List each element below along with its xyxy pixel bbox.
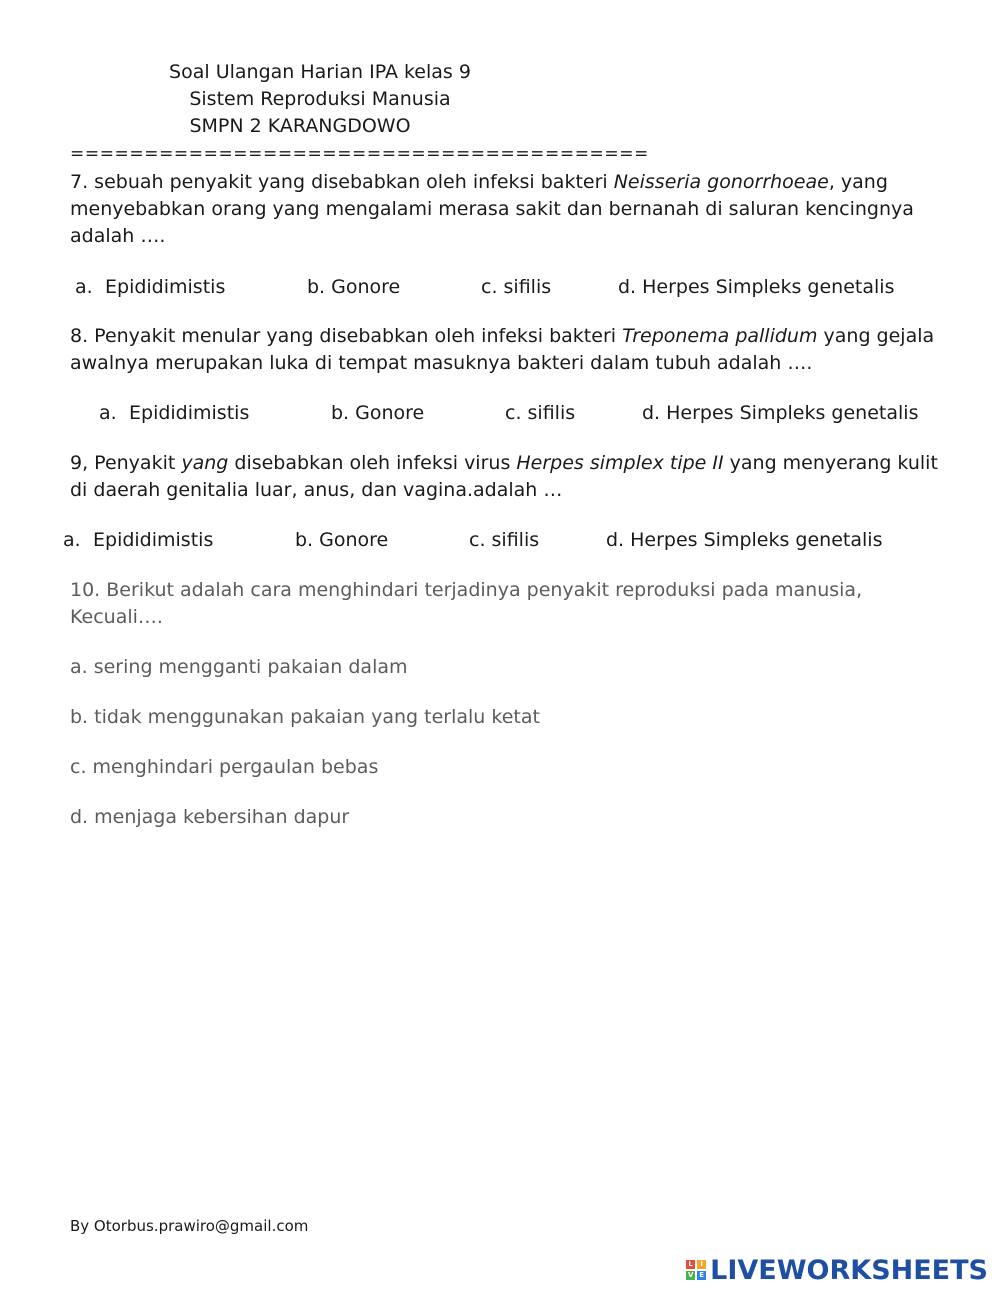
question-9-text: 9, Penyakit [70,452,182,474]
option-b[interactable]: b. Gonore [307,276,401,298]
question-7-italic: Neisseria gonorrhoeae [613,171,829,193]
question-9-italic-b: Herpes simplex tipe II [516,452,724,474]
logo-text: LIVEWORKSHEETS [710,1254,988,1286]
question-8-text: 8. Penyakit menular yang disebabkan oleh infeksi bakteri [70,325,623,347]
option-a[interactable]: Epididimistis [105,276,226,298]
question-10: 10. Berikut adalah cara menghindari terjadinya penyakit reproduksi pada manusia, Kecuali…. [70,579,863,628]
question-10-option-d[interactable]: d. menjaga kebersihan dapur [70,806,350,828]
logo-tile: V [687,1271,694,1279]
option-a-letter: a. [63,529,81,551]
option-c[interactable]: c. sifilis [469,529,540,551]
option-a[interactable]: Epididimistis [129,402,250,424]
author-credit: By Otorbus.prawiro@gmail.com [70,1217,309,1235]
question-8-italic: Treponema pallidum [622,325,818,347]
header-subtitle: Sistem Reproduksi Manusia [189,88,451,110]
question-9-text-mid: disebabkan oleh infeksi virus [228,452,517,474]
option-a[interactable]: Epididimistis [93,529,214,551]
option-a-letter: a. [99,402,117,424]
liveworksheets-logo [686,1252,988,1288]
option-b[interactable]: b. Gonore [331,402,425,424]
logo-tile: I [697,1260,706,1269]
option-c[interactable]: c. sifilis [481,276,552,298]
question-9-text-end: yang menyerang kulit di daerah genitalia luar, anus, dan vagina.adalah … [70,452,938,501]
question-7-text-end: , yang menyebabkan orang yang mengalami merasa sakit dan bernanah di saluran kencingnya adalah …. [70,171,914,247]
option-c[interactable]: c. sifilis [505,402,576,424]
question-8 [70,323,950,377]
logo-grid-icon [686,1260,706,1280]
question-9-italic-a: yang [181,452,229,474]
logo-tile: L [686,1260,695,1269]
option-d[interactable]: d. Herpes Simpleks genetalis [618,276,895,298]
question-8-text-end: yang gejala awalnya merupakan luka di tempat masuknya bakteri dalam tubuh adalah …. [70,325,935,374]
question-10-option-c[interactable]: c. menghindari pergaulan bebas [70,756,379,778]
header-separator: ======================================= [70,144,649,164]
question-9 [70,450,950,504]
question-7-text: 7. sebuah penyakit yang disebabkan oleh infeksi bakteri [70,171,614,193]
question-7 [70,169,950,250]
option-d[interactable]: d. Herpes Simpleks genetalis [606,529,883,551]
option-a-letter: a. [75,276,93,298]
header-school: SMPN 2 KARANGDOWO [189,115,411,137]
header-title: Soal Ulangan Harian IPA kelas 9 [169,61,471,83]
option-d[interactable]: d. Herpes Simpleks genetalis [642,402,919,424]
question-10-option-a[interactable]: a. sering mengganti pakaian dalam [70,656,408,678]
logo-tile: E [697,1271,706,1280]
option-b[interactable]: b. Gonore [295,529,389,551]
question-10-option-b[interactable]: b. tidak menggunakan pakaian yang terlalu ketat [70,706,540,728]
